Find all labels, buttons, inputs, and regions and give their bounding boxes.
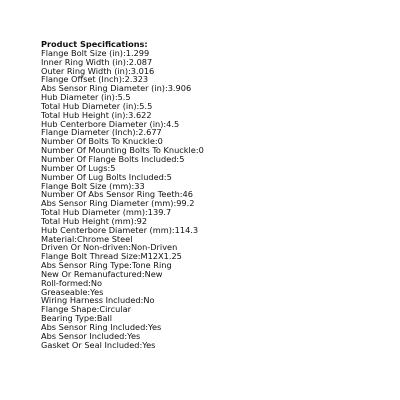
spec-line: Abs Sensor Ring Included:Yes	[41, 322, 162, 332]
spec-line: Greaseable:Yes	[41, 286, 104, 297]
spec-line: Inner Ring Width (in):2.087	[41, 56, 153, 67]
spec-line: Flange Diameter (Inch):2.677	[41, 127, 162, 138]
spec-line: Number Of Flange Bolts Included:5	[41, 153, 185, 164]
spec-line: Hub Diameter (in):5.5	[41, 92, 131, 103]
spec-line: Number Of Abs Sensor Ring Teeth:46	[41, 189, 193, 200]
spec-line: Flange Bolt Thread Size:M12X1.25	[41, 251, 182, 262]
spec-line: Flange Bolt Size (mm):33	[41, 180, 145, 191]
spec-line: Gasket Or Seal Included:Yes	[41, 339, 156, 350]
spec-line: Total Hub Height (in):3.622	[41, 109, 152, 120]
spec-line: Driven Or Non-driven:Non-Driven	[41, 242, 178, 253]
spec-line: Wiring Harness Included:No	[41, 295, 155, 306]
spec-line: Number Of Bolts To Knuckle:0	[41, 136, 163, 147]
spec-line: Total Hub Height (mm):92	[41, 215, 148, 226]
spec-list	[41, 49, 391, 350]
spec-line: Number Of Lug Bolts Included:5	[41, 171, 172, 182]
spec-line: Abs Sensor Ring Type:Tone Ring	[41, 260, 172, 271]
spec-line: Roll-formed:No	[41, 277, 103, 288]
spec-line: Material:Chrome Steel	[41, 233, 133, 244]
spec-line: Abs Sensor Ring Diameter (mm):99.2	[41, 198, 195, 209]
page-title: Product Specifications:	[41, 39, 148, 49]
spec-line: Flange Offset (Inch):2.323	[41, 74, 149, 85]
spec-line: Outer Ring Width (in):3.016	[41, 65, 155, 76]
spec-line: Number Of Mounting Bolts To Knuckle:0	[41, 145, 204, 156]
spec-line: Total Hub Diameter (in):5.5	[41, 100, 153, 111]
spec-line: Total Hub Diameter (mm):139.7	[41, 207, 172, 218]
spec-line: Abs Sensor Included:Yes	[41, 330, 141, 341]
spec-line: Hub Centerbore Diameter (mm):114.3	[41, 224, 199, 235]
spec-line: Bearing Type:Ball	[41, 313, 113, 324]
product-specifications	[41, 40, 391, 350]
spec-line: Flange Bolt Size (in):1.299	[41, 47, 150, 58]
spec-line: New Or Remanufactured:New	[41, 268, 163, 279]
spec-line: Number Of Lugs:5	[41, 162, 116, 173]
spec-line: Flange Shape:Circular	[41, 304, 131, 315]
spec-line: Abs Sensor Ring Diameter (in):3.906	[41, 83, 192, 94]
spec-line: Hub Centerbore Diameter (in):4.5	[41, 118, 180, 129]
